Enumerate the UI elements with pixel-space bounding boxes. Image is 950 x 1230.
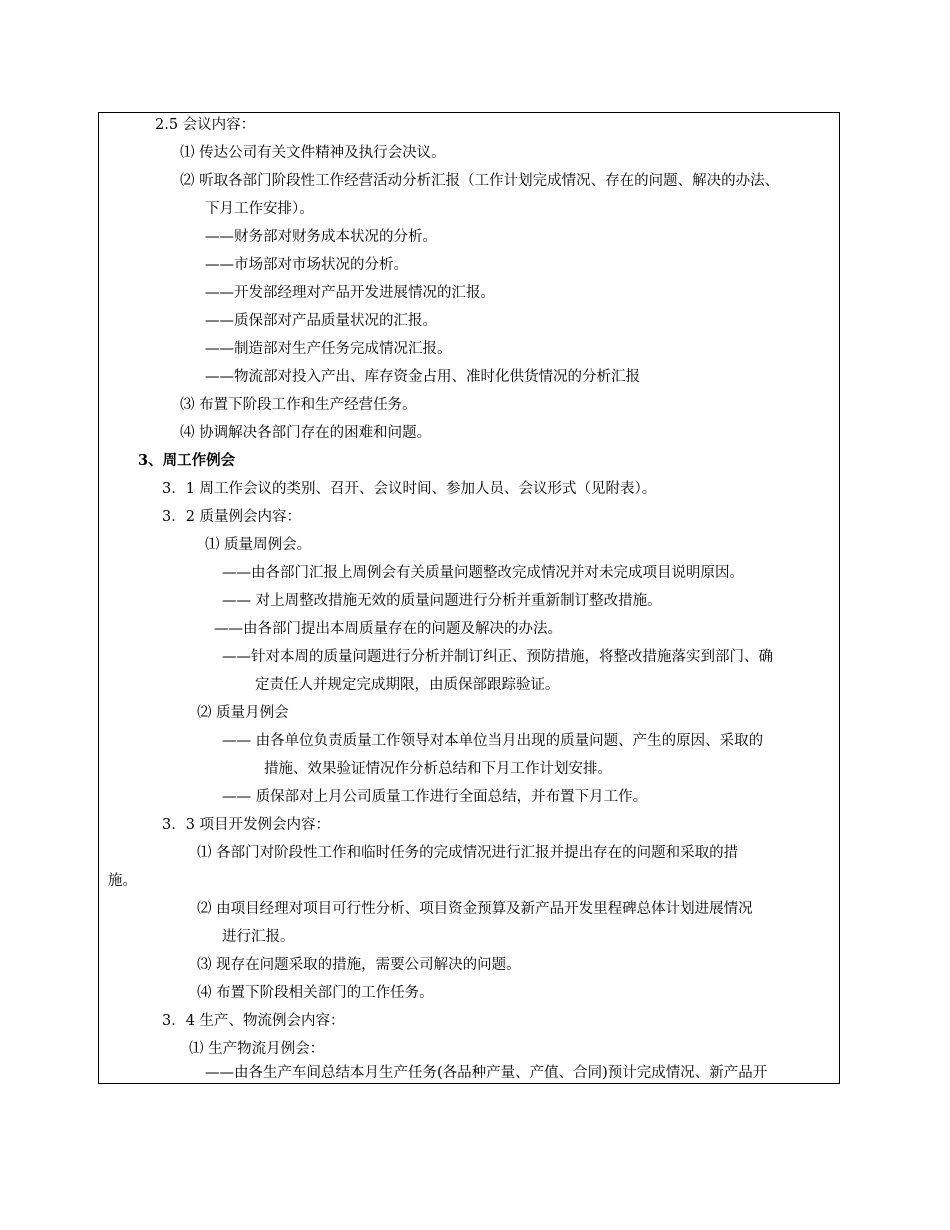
list-item: ⑷ 布置下阶段相关部门的工作任务。 [197, 985, 434, 1001]
list-item: ——开发部经理对产品开发进展情况的汇报。 [205, 285, 495, 301]
list-item-continuation: 施。 [108, 873, 137, 889]
list-item-continuation: 定责任人并规定完成期限，由质保部跟踪验证。 [255, 677, 560, 693]
list-item: ——物流部对投入产出、库存资金占用、准时化供货情况的分析汇报 [205, 369, 640, 385]
list-item: ——由各部门汇报上周例会有关质量问题整改完成情况并对未完成项目说明原因。 [222, 565, 744, 581]
list-item: ——财务部对财务成本状况的分析。 [205, 229, 437, 245]
section-heading: 2.5 会议内容： [155, 117, 256, 133]
list-item: ⑶ 布置下阶段工作和生产经营任务。 [180, 397, 417, 413]
list-item: ⑶ 现存在问题采取的措施，需要公司解决的问题。 [197, 957, 521, 973]
list-item: ⑵ 质量月例会 [197, 705, 289, 721]
list-item: —— 质保部对上月公司质量工作进行全面总结，并布置下月工作。 [222, 789, 648, 805]
section-heading: 3．3 项目开发例会内容： [162, 817, 331, 833]
list-item: ——针对本周的质量问题进行分析并制订纠正、预防措施，将整改措施落实到部门、确 [222, 649, 773, 665]
section-heading: 3．2 质量例会内容： [162, 509, 302, 525]
list-item: ——市场部对市场状况的分析。 [205, 257, 408, 273]
section-heading: 3．4 生产、物流例会内容： [162, 1013, 345, 1029]
list-item: ——制造部对生产任务完成情况汇报。 [205, 341, 452, 357]
list-item-continuation: 措施、效果验证情况作分析总结和下月工作计划安排。 [264, 761, 612, 777]
list-item: ⑴ 质量周例会。 [205, 537, 312, 553]
list-item: ⑴ 生产物流月例会： [189, 1041, 325, 1057]
list-item: ⑷ 协调解决各部门存在的困难和问题。 [180, 425, 432, 441]
list-item: —— 对上周整改措施无效的质量问题进行分析并重新制订整改措施。 [222, 593, 662, 609]
list-item-continuation: 进行汇报。 [222, 929, 295, 945]
list-item: ⑴ 各部门对阶段性工作和临时任务的完成情况进行汇报并提出存在的问题和采取的措 [197, 845, 739, 861]
list-item: ——由各生产车间总结本月生产任务(各品种产量、产值、合同)预计完成情况、新产品开 [205, 1065, 768, 1081]
section-title: 3、周工作例会 [138, 452, 236, 469]
list-item: ⑴ 传达公司有关文件精神及执行会决议。 [180, 145, 446, 161]
list-item: ⑵ 听取各部门阶段性工作经营活动分析汇报（工作计划完成情况、存在的问题、解决的办法、 [180, 173, 780, 189]
list-item: —— 由各单位负责质量工作领导对本单位当月出现的质量问题、产生的原因、采取的 [222, 733, 764, 749]
list-item: ——由各部门提出本周质量存在的问题及解决的办法。 [214, 621, 562, 637]
list-item-continuation: 下月工作安排）。 [205, 201, 314, 217]
list-item: ⑵ 由项目经理对项目可行性分析、项目资金预算及新产品开发里程碑总体计划进展情况 [197, 901, 753, 917]
list-item: ——质保部对产品质量状况的汇报。 [205, 313, 437, 329]
section-heading: 3．1 周工作会议的类别、召开、会议时间、参加人员、会议形式（见附表）。 [162, 481, 657, 497]
